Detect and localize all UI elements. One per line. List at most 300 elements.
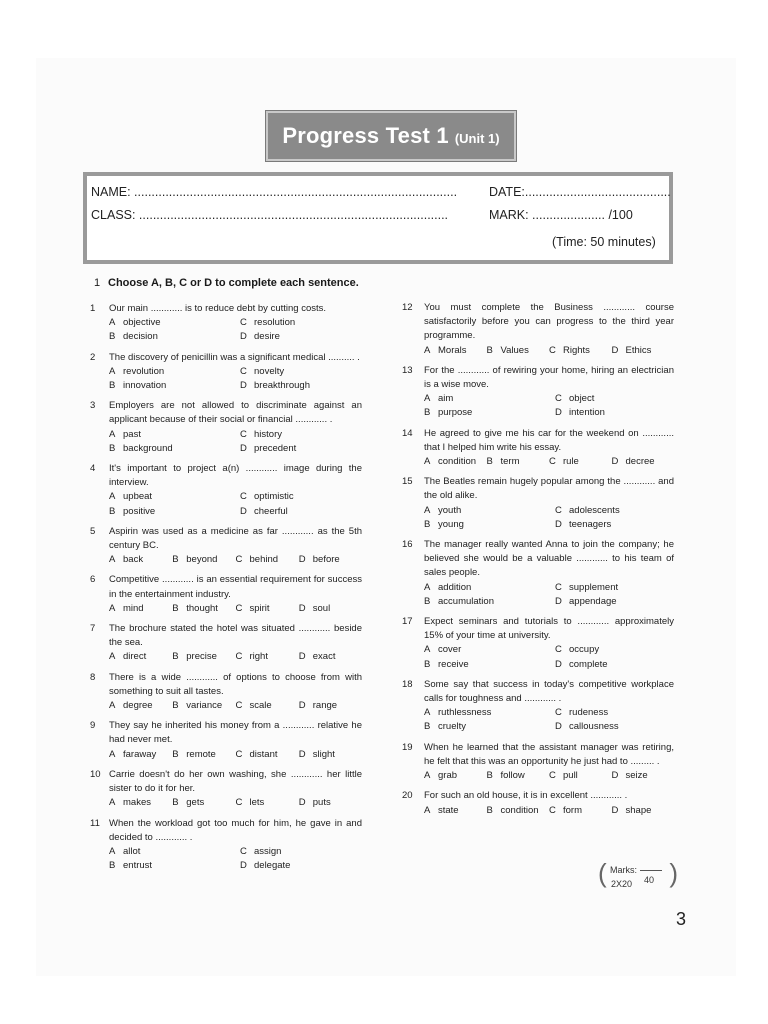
option-letter: C <box>555 393 562 405</box>
test-unit: (Unit 1) <box>454 131 500 146</box>
option-letter: C <box>549 804 556 816</box>
option-letter: D <box>611 344 619 356</box>
answer-options <box>424 455 674 469</box>
option-text: ruthlessness <box>438 707 492 719</box>
option-text: rudeness <box>569 707 609 719</box>
option-text: purpose <box>438 407 473 419</box>
option-text: variance <box>186 700 223 712</box>
option-letter: A <box>424 393 431 405</box>
option-letter: A <box>424 644 431 656</box>
option-text: faraway <box>123 748 157 760</box>
option-text: grab <box>438 770 458 782</box>
answer-option <box>240 859 360 873</box>
question-stem: For such an old house, it is in excellent ............ . <box>424 790 628 802</box>
option-letter: D <box>298 797 306 809</box>
option-text: follow <box>500 770 525 782</box>
option-letter: C <box>235 700 243 712</box>
answer-options <box>424 643 674 671</box>
question-number: 5 <box>90 525 96 537</box>
answer-option <box>424 643 555 657</box>
option-letter: B <box>424 595 431 607</box>
answer-option <box>109 316 240 330</box>
option-text: condition <box>438 456 477 468</box>
option-text: revolution <box>123 365 165 377</box>
answer-option <box>299 650 362 664</box>
question-stem: You must complete the Business ............ course satisfactorily before you can progress to the third year programme. <box>424 302 674 342</box>
option-letter: A <box>109 700 116 712</box>
answer-option <box>424 504 555 518</box>
option-text: past <box>123 428 141 440</box>
option-letter: C <box>240 845 247 857</box>
question-stem: The brochure stated the hotel was situated ............ beside the sea. <box>109 623 362 649</box>
question-item <box>402 789 674 817</box>
instruction-text: Choose A, B, C or D to complete each sentence. <box>108 277 359 289</box>
answer-option <box>549 769 612 783</box>
answer-options <box>109 845 362 873</box>
question-number: 18 <box>402 678 413 690</box>
option-letter: C <box>240 428 247 440</box>
option-letter: D <box>298 700 306 712</box>
option-text: teenagers <box>569 518 612 530</box>
answer-option <box>424 804 487 818</box>
question-stem: When the workload got too much for him, he gave in and decided to ............ . <box>109 817 362 843</box>
answer-option <box>299 602 362 616</box>
option-letter: D <box>555 595 562 607</box>
option-letter: C <box>235 748 243 760</box>
test-title: Progress Test 1 <box>282 123 449 148</box>
answer-options <box>109 796 362 810</box>
answer-option <box>240 330 360 344</box>
option-text: back <box>123 554 144 566</box>
answer-options <box>109 428 362 456</box>
answer-option <box>236 699 299 713</box>
answer-option <box>299 699 362 713</box>
marks-left-paren: ( <box>598 858 607 888</box>
answer-option <box>240 379 360 393</box>
answer-option <box>424 455 487 469</box>
marks-fraction-line <box>640 870 662 871</box>
option-text: callousness <box>569 721 619 733</box>
answer-options <box>109 365 362 393</box>
option-text: supplement <box>569 581 619 593</box>
option-text: resolution <box>254 317 296 329</box>
answer-option <box>240 490 360 504</box>
section-instruction <box>94 277 359 289</box>
option-text: innovation <box>123 380 167 392</box>
question-number: 9 <box>90 720 96 732</box>
option-letter: B <box>172 797 179 809</box>
option-letter: B <box>486 804 493 816</box>
question-item <box>90 719 362 762</box>
answer-options <box>424 769 674 783</box>
question-number: 4 <box>90 463 96 475</box>
option-letter: B <box>172 602 179 614</box>
name-field: NAME: ............................................................................................. <box>91 185 458 199</box>
question-stem: Aspirin was used as a medicine as far ............ as the 5th century BC. <box>109 525 362 552</box>
option-text: behind <box>249 554 279 566</box>
option-letter: B <box>486 770 493 782</box>
answer-option <box>236 650 299 664</box>
answer-option <box>549 455 612 469</box>
question-stem: For the ............ of rewiring your home, hiring an electrician is a wise move. <box>424 364 674 391</box>
answer-option <box>555 595 675 609</box>
option-letter: A <box>109 554 116 566</box>
option-text: precedent <box>254 442 297 454</box>
question-number: 14 <box>402 427 413 439</box>
option-letter: C <box>549 344 556 356</box>
option-text: complete <box>569 658 608 670</box>
option-letter: D <box>298 554 306 566</box>
option-letter: A <box>109 491 116 503</box>
question-item <box>90 817 362 874</box>
option-letter: A <box>424 804 431 816</box>
answer-option <box>487 344 550 358</box>
question-stem: The manager really wanted Anna to join the company; he believed she would be a valuable ............ to his team of sales people. <box>424 539 674 579</box>
answer-option <box>555 706 675 720</box>
marks-total: 40 <box>644 875 655 885</box>
option-letter: B <box>172 700 179 712</box>
question-number: 16 <box>402 539 413 551</box>
option-letter: B <box>109 442 116 454</box>
answer-option <box>424 595 555 609</box>
option-text: direct <box>123 651 147 663</box>
option-letter: A <box>424 770 431 782</box>
question-item <box>402 615 674 672</box>
option-text: history <box>254 428 282 440</box>
question-number: 11 <box>90 817 100 829</box>
class-field: CLASS: ......................................................................................... <box>91 208 449 222</box>
test-title-banner <box>266 111 516 161</box>
answer-options <box>424 581 674 609</box>
option-letter: C <box>235 602 243 614</box>
option-text: Morals <box>438 344 467 356</box>
option-letter: D <box>240 331 247 343</box>
option-text: cruelty <box>438 721 466 733</box>
answer-option <box>172 602 235 616</box>
answer-option <box>555 392 675 406</box>
answer-option <box>424 406 555 420</box>
answer-option <box>236 553 299 567</box>
option-text: aim <box>438 393 454 405</box>
answer-option <box>109 490 240 504</box>
option-letter: A <box>109 797 116 809</box>
question-number: 8 <box>90 671 96 683</box>
answer-options <box>109 553 362 567</box>
option-text: cheerful <box>254 505 288 517</box>
page-number: 3 <box>676 909 687 929</box>
option-text: range <box>312 700 338 712</box>
questions-right-column <box>402 301 674 824</box>
option-letter: C <box>555 644 562 656</box>
answer-option <box>555 406 675 420</box>
option-letter: D <box>555 518 562 530</box>
question-number: 2 <box>90 351 96 363</box>
question-number: 3 <box>90 400 96 412</box>
option-letter: B <box>424 658 431 670</box>
option-letter: A <box>109 428 116 440</box>
marks-box <box>598 860 678 892</box>
option-text: spirit <box>249 602 270 614</box>
question-item <box>90 573 362 616</box>
option-letter: A <box>109 602 116 614</box>
option-letter: C <box>555 504 562 516</box>
option-text: precise <box>186 651 217 663</box>
option-text: decree <box>625 456 655 468</box>
answer-option <box>299 796 362 810</box>
answer-option <box>240 442 360 456</box>
answer-options <box>424 504 674 532</box>
option-text: novelty <box>254 365 285 377</box>
option-text: state <box>438 804 459 816</box>
question-item <box>402 427 674 470</box>
question-stem: Some say that success in today's competitive workplace calls for toughness and ............ . <box>424 678 674 705</box>
option-text: condition <box>500 804 539 816</box>
answer-options <box>109 699 362 713</box>
option-text: young <box>438 518 464 530</box>
answer-options <box>109 490 362 518</box>
answer-option <box>109 365 240 379</box>
option-letter: A <box>424 504 431 516</box>
answer-option <box>109 505 240 519</box>
option-letter: A <box>109 845 116 857</box>
question-item <box>402 538 674 609</box>
answer-option <box>612 344 675 358</box>
answer-option <box>109 602 172 616</box>
option-text: appendage <box>569 595 617 607</box>
question-number: 17 <box>402 616 413 628</box>
option-letter: B <box>486 344 493 356</box>
option-text: term <box>500 456 520 468</box>
option-letter: B <box>109 380 116 392</box>
question-stem: It's important to project a(n) ............ image during the interview. <box>109 463 362 489</box>
answer-options <box>424 392 674 420</box>
answer-option <box>109 796 172 810</box>
question-item <box>90 462 362 519</box>
question-item <box>90 302 362 345</box>
question-stem: Our main ............ is to reduce debt by cutting costs. <box>109 303 327 314</box>
option-text: shape <box>625 804 652 816</box>
option-letter: D <box>298 748 306 760</box>
answer-option <box>424 581 555 595</box>
answer-option <box>424 706 555 720</box>
question-stem: Competitive ............ is an essential requirement for success in the entertainment industry. <box>109 574 362 600</box>
option-letter: C <box>555 581 562 593</box>
answer-options <box>109 602 362 616</box>
marks-label: Marks: <box>610 865 637 875</box>
question-item <box>402 301 674 358</box>
answer-option <box>109 553 172 567</box>
question-stem: They say he inherited his money from a ............ relative he had never met. <box>109 720 362 746</box>
answer-option <box>612 455 675 469</box>
option-letter: C <box>235 651 243 663</box>
answer-option <box>555 504 675 518</box>
student-info-box <box>83 172 673 264</box>
option-text: distant <box>249 748 278 760</box>
option-letter: A <box>109 651 116 663</box>
option-text: scale <box>249 700 272 712</box>
question-stem: There is a wide ............ of options to choose from with something to suit all tastes. <box>109 671 362 697</box>
option-text: desire <box>254 331 280 343</box>
option-letter: B <box>424 721 431 733</box>
answer-option <box>299 553 362 567</box>
question-item <box>402 364 674 421</box>
question-item <box>90 399 362 456</box>
answer-option <box>487 769 550 783</box>
answer-option <box>109 379 240 393</box>
answer-options <box>109 316 362 344</box>
option-letter: C <box>240 491 247 503</box>
option-letter: D <box>240 380 247 392</box>
option-text: receive <box>438 658 469 670</box>
option-text: adolescents <box>569 504 620 516</box>
question-number: 13 <box>402 364 413 376</box>
answer-option <box>555 720 675 734</box>
option-text: pull <box>563 770 578 782</box>
option-letter: C <box>240 365 247 377</box>
option-text: form <box>563 804 582 816</box>
answer-option <box>555 581 675 595</box>
student-info-inner <box>87 176 669 260</box>
answer-option <box>109 330 240 344</box>
answer-option <box>240 365 360 379</box>
option-text: remote <box>186 748 216 760</box>
answer-option <box>109 699 172 713</box>
option-text: beyond <box>186 554 218 566</box>
option-text: puts <box>312 797 331 809</box>
answer-options <box>109 748 362 762</box>
answer-option <box>172 748 235 762</box>
answer-option <box>172 553 235 567</box>
option-text: degree <box>123 700 153 712</box>
answer-option <box>109 859 240 873</box>
answer-option <box>549 804 612 818</box>
option-letter: C <box>240 317 247 329</box>
option-text: seize <box>625 770 648 782</box>
option-text: occupy <box>569 644 600 656</box>
answer-option <box>109 442 240 456</box>
option-letter: A <box>424 456 431 468</box>
option-letter: A <box>109 365 116 377</box>
option-letter: B <box>172 651 179 663</box>
option-letter: C <box>555 707 562 719</box>
option-text: thought <box>186 602 218 614</box>
option-letter: B <box>486 456 493 468</box>
mark-field: MARK: ..................... /100 <box>489 208 633 222</box>
option-letter: A <box>424 581 431 593</box>
question-number: 20 <box>402 790 413 802</box>
question-item <box>402 741 674 784</box>
answer-option <box>424 658 555 672</box>
option-letter: B <box>424 518 431 530</box>
question-stem: Expect seminars and tutorials to ............ approximately 15% of your time at university. <box>424 616 674 642</box>
option-letter: D <box>555 407 562 419</box>
question-stem: Employers are not allowed to discriminate against an applicant because of their social or financial ............ . <box>109 400 362 426</box>
option-text: rule <box>563 456 579 468</box>
answer-options <box>424 706 674 734</box>
question-stem: When he learned that the assistant manager was retiring, he felt that this was an opportunity he just had to ......... . <box>424 741 674 767</box>
answer-options <box>109 650 362 664</box>
option-text: decision <box>123 331 158 343</box>
questions-left-column <box>90 302 362 879</box>
answer-option <box>172 650 235 664</box>
answer-option <box>424 344 487 358</box>
time-limit: (Time: 50 minutes) <box>552 235 656 249</box>
option-text: objective <box>123 317 161 329</box>
answer-option <box>487 455 550 469</box>
option-text: soul <box>312 602 331 614</box>
option-text: optimistic <box>254 491 294 503</box>
answer-option <box>299 748 362 762</box>
question-stem: Carrie doesn't do her own washing, she ............ her little sister to do it for her. <box>109 768 362 795</box>
option-text: exact <box>312 651 336 663</box>
answer-option <box>240 845 360 859</box>
answer-option <box>236 602 299 616</box>
answer-option <box>240 428 360 442</box>
option-letter: D <box>611 804 619 816</box>
option-letter: A <box>424 344 431 356</box>
question-item <box>402 678 674 735</box>
answer-option <box>109 650 172 664</box>
answer-option <box>109 748 172 762</box>
answer-option <box>240 316 360 330</box>
question-item <box>90 351 362 394</box>
option-text: entrust <box>123 860 153 872</box>
option-text: youth <box>438 504 462 516</box>
option-text: Values <box>500 344 529 356</box>
option-letter: D <box>298 602 306 614</box>
option-letter: D <box>240 442 247 454</box>
option-text: assign <box>254 845 282 857</box>
option-text: gets <box>186 797 205 809</box>
option-text: slight <box>312 748 335 760</box>
option-letter: B <box>424 407 431 419</box>
option-letter: C <box>549 456 556 468</box>
option-letter: D <box>240 860 247 872</box>
question-item <box>90 525 362 568</box>
option-text: Rights <box>563 344 590 356</box>
date-field: DATE:.......................................... <box>489 185 671 199</box>
option-text: cover <box>438 644 462 656</box>
question-item <box>90 622 362 665</box>
option-text: mind <box>123 602 144 614</box>
option-letter: B <box>172 554 179 566</box>
answer-option <box>109 845 240 859</box>
answer-option <box>612 804 675 818</box>
option-text: delegate <box>254 860 291 872</box>
answer-option <box>549 344 612 358</box>
option-letter: D <box>240 505 247 517</box>
option-text: addition <box>438 581 472 593</box>
answer-option <box>172 699 235 713</box>
answer-option <box>236 796 299 810</box>
question-item <box>90 768 362 811</box>
option-text: Ethics <box>625 344 652 356</box>
option-text: allot <box>123 845 141 857</box>
question-number: 10 <box>90 768 101 780</box>
option-letter: D <box>555 721 562 733</box>
question-number: 1 <box>90 303 96 314</box>
option-letter: A <box>109 748 116 760</box>
option-text: lets <box>249 797 265 809</box>
question-number: 6 <box>90 574 96 586</box>
option-letter: B <box>172 748 179 760</box>
answer-option <box>424 392 555 406</box>
option-letter: B <box>109 860 116 872</box>
option-letter: D <box>611 770 619 782</box>
option-text: right <box>249 651 268 663</box>
option-text: positive <box>123 505 156 517</box>
marks-formula: 2X20 <box>611 879 633 889</box>
